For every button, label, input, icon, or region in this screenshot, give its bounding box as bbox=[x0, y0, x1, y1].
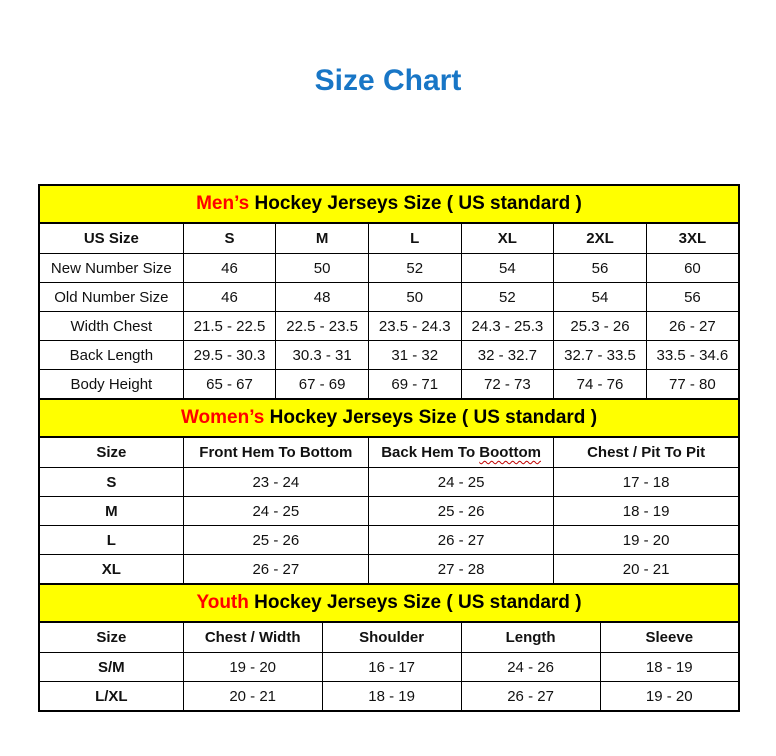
data-cell: 18 - 19 bbox=[600, 653, 739, 682]
data-cell: 21.5 - 22.5 bbox=[183, 312, 276, 341]
data-cell: 24.3 - 25.3 bbox=[461, 312, 554, 341]
data-cell: 48 bbox=[276, 283, 369, 312]
data-cell: 50 bbox=[276, 254, 369, 283]
column-header: Back Hem To Boottom bbox=[368, 437, 553, 468]
data-cell: 32 - 32.7 bbox=[461, 341, 554, 370]
column-header: Length bbox=[461, 622, 600, 653]
mens-banner-row bbox=[39, 185, 739, 223]
data-cell: 67 - 69 bbox=[276, 370, 369, 400]
data-cell: 56 bbox=[646, 283, 739, 312]
data-cell: 18 - 19 bbox=[322, 682, 461, 712]
row-label: M bbox=[39, 497, 183, 526]
data-cell: 16 - 17 bbox=[322, 653, 461, 682]
data-cell: 25 - 26 bbox=[183, 526, 368, 555]
row-label: Body Height bbox=[39, 370, 183, 400]
page-title: Size Chart bbox=[314, 64, 462, 97]
data-cell: 32.7 - 33.5 bbox=[554, 341, 647, 370]
column-header: 2XL bbox=[554, 223, 647, 254]
table-row bbox=[39, 526, 739, 555]
column-header: Sleeve bbox=[600, 622, 739, 653]
column-header: Size bbox=[39, 622, 183, 653]
data-cell: 27 - 28 bbox=[368, 555, 553, 585]
data-cell: 20 - 21 bbox=[183, 682, 322, 712]
data-cell: 46 bbox=[183, 283, 276, 312]
column-header: M bbox=[276, 223, 369, 254]
data-cell: 25.3 - 26 bbox=[554, 312, 647, 341]
banner-accent-text: Youth bbox=[196, 592, 249, 613]
data-cell: 52 bbox=[461, 283, 554, 312]
data-cell: 24 - 25 bbox=[183, 497, 368, 526]
data-cell: 60 bbox=[646, 254, 739, 283]
misspelled-word: Boottom bbox=[479, 444, 541, 461]
data-cell: 65 - 67 bbox=[183, 370, 276, 400]
data-cell: 19 - 20 bbox=[554, 526, 739, 555]
womens-header-row bbox=[39, 437, 739, 468]
data-cell: 26 - 27 bbox=[461, 682, 600, 712]
data-cell: 30.3 - 31 bbox=[276, 341, 369, 370]
table-row bbox=[39, 653, 739, 682]
table-row bbox=[39, 370, 739, 400]
womens-banner bbox=[39, 399, 739, 437]
table-row bbox=[39, 283, 739, 312]
data-cell: 18 - 19 bbox=[554, 497, 739, 526]
size-tables bbox=[38, 184, 740, 712]
table-row bbox=[39, 555, 739, 585]
size-chart-page bbox=[0, 64, 776, 705]
womens-size-table bbox=[38, 398, 740, 585]
data-cell: 69 - 71 bbox=[368, 370, 461, 400]
data-cell: 17 - 18 bbox=[554, 468, 739, 497]
data-cell: 54 bbox=[554, 283, 647, 312]
banner-text: Hockey Jerseys Size ( US standard ) bbox=[249, 193, 582, 214]
data-cell: 23.5 - 24.3 bbox=[368, 312, 461, 341]
column-header: Size bbox=[39, 437, 183, 468]
data-cell: 24 - 26 bbox=[461, 653, 600, 682]
column-header: Front Hem To Bottom bbox=[183, 437, 368, 468]
data-cell: 46 bbox=[183, 254, 276, 283]
table-row bbox=[39, 312, 739, 341]
row-label: Width Chest bbox=[39, 312, 183, 341]
column-header: L bbox=[368, 223, 461, 254]
womens-banner-row bbox=[39, 399, 739, 437]
data-cell: 29.5 - 30.3 bbox=[183, 341, 276, 370]
table-row bbox=[39, 341, 739, 370]
data-cell: 19 - 20 bbox=[183, 653, 322, 682]
column-header: 3XL bbox=[646, 223, 739, 254]
data-cell: 19 - 20 bbox=[600, 682, 739, 712]
data-cell: 31 - 32 bbox=[368, 341, 461, 370]
data-cell: 22.5 - 23.5 bbox=[276, 312, 369, 341]
banner-accent-text: Men’s bbox=[196, 193, 250, 214]
data-cell: 52 bbox=[368, 254, 461, 283]
data-cell: 26 - 27 bbox=[183, 555, 368, 585]
data-cell: 54 bbox=[461, 254, 554, 283]
data-cell: 24 - 25 bbox=[368, 468, 553, 497]
youth-size-table bbox=[38, 583, 740, 712]
column-header: Shoulder bbox=[322, 622, 461, 653]
banner-text: Hockey Jerseys Size ( US standard ) bbox=[248, 592, 582, 613]
row-label: XL bbox=[39, 555, 183, 585]
column-header: Chest / Width bbox=[183, 622, 322, 653]
youth-header-row bbox=[39, 622, 739, 653]
row-label: S bbox=[39, 468, 183, 497]
data-cell: 23 - 24 bbox=[183, 468, 368, 497]
table-row bbox=[39, 497, 739, 526]
row-label: New Number Size bbox=[39, 254, 183, 283]
data-cell: 77 - 80 bbox=[646, 370, 739, 400]
column-header: US Size bbox=[39, 223, 183, 254]
banner-accent-text: Women’s bbox=[180, 407, 265, 428]
data-cell: 72 - 73 bbox=[461, 370, 554, 400]
row-label: S/M bbox=[39, 653, 183, 682]
banner-text: Hockey Jerseys Size ( US standard ) bbox=[264, 407, 598, 428]
row-label: L/XL bbox=[39, 682, 183, 712]
column-header: XL bbox=[461, 223, 554, 254]
row-label: L bbox=[39, 526, 183, 555]
data-cell: 56 bbox=[554, 254, 647, 283]
table-row bbox=[39, 468, 739, 497]
data-cell: 25 - 26 bbox=[368, 497, 553, 526]
mens-size-table bbox=[38, 184, 740, 400]
table-row bbox=[39, 682, 739, 712]
data-cell: 74 - 76 bbox=[554, 370, 647, 400]
data-cell: 26 - 27 bbox=[368, 526, 553, 555]
row-label: Old Number Size bbox=[39, 283, 183, 312]
youth-banner bbox=[39, 584, 739, 622]
mens-header-row bbox=[39, 223, 739, 254]
youth-banner-row bbox=[39, 584, 739, 622]
data-cell: 20 - 21 bbox=[554, 555, 739, 585]
mens-banner bbox=[39, 185, 739, 223]
column-header: Chest / Pit To Pit bbox=[554, 437, 739, 468]
table-row bbox=[39, 254, 739, 283]
data-cell: 33.5 - 34.6 bbox=[646, 341, 739, 370]
column-header: S bbox=[183, 223, 276, 254]
data-cell: 50 bbox=[368, 283, 461, 312]
data-cell: 26 - 27 bbox=[646, 312, 739, 341]
row-label: Back Length bbox=[39, 341, 183, 370]
